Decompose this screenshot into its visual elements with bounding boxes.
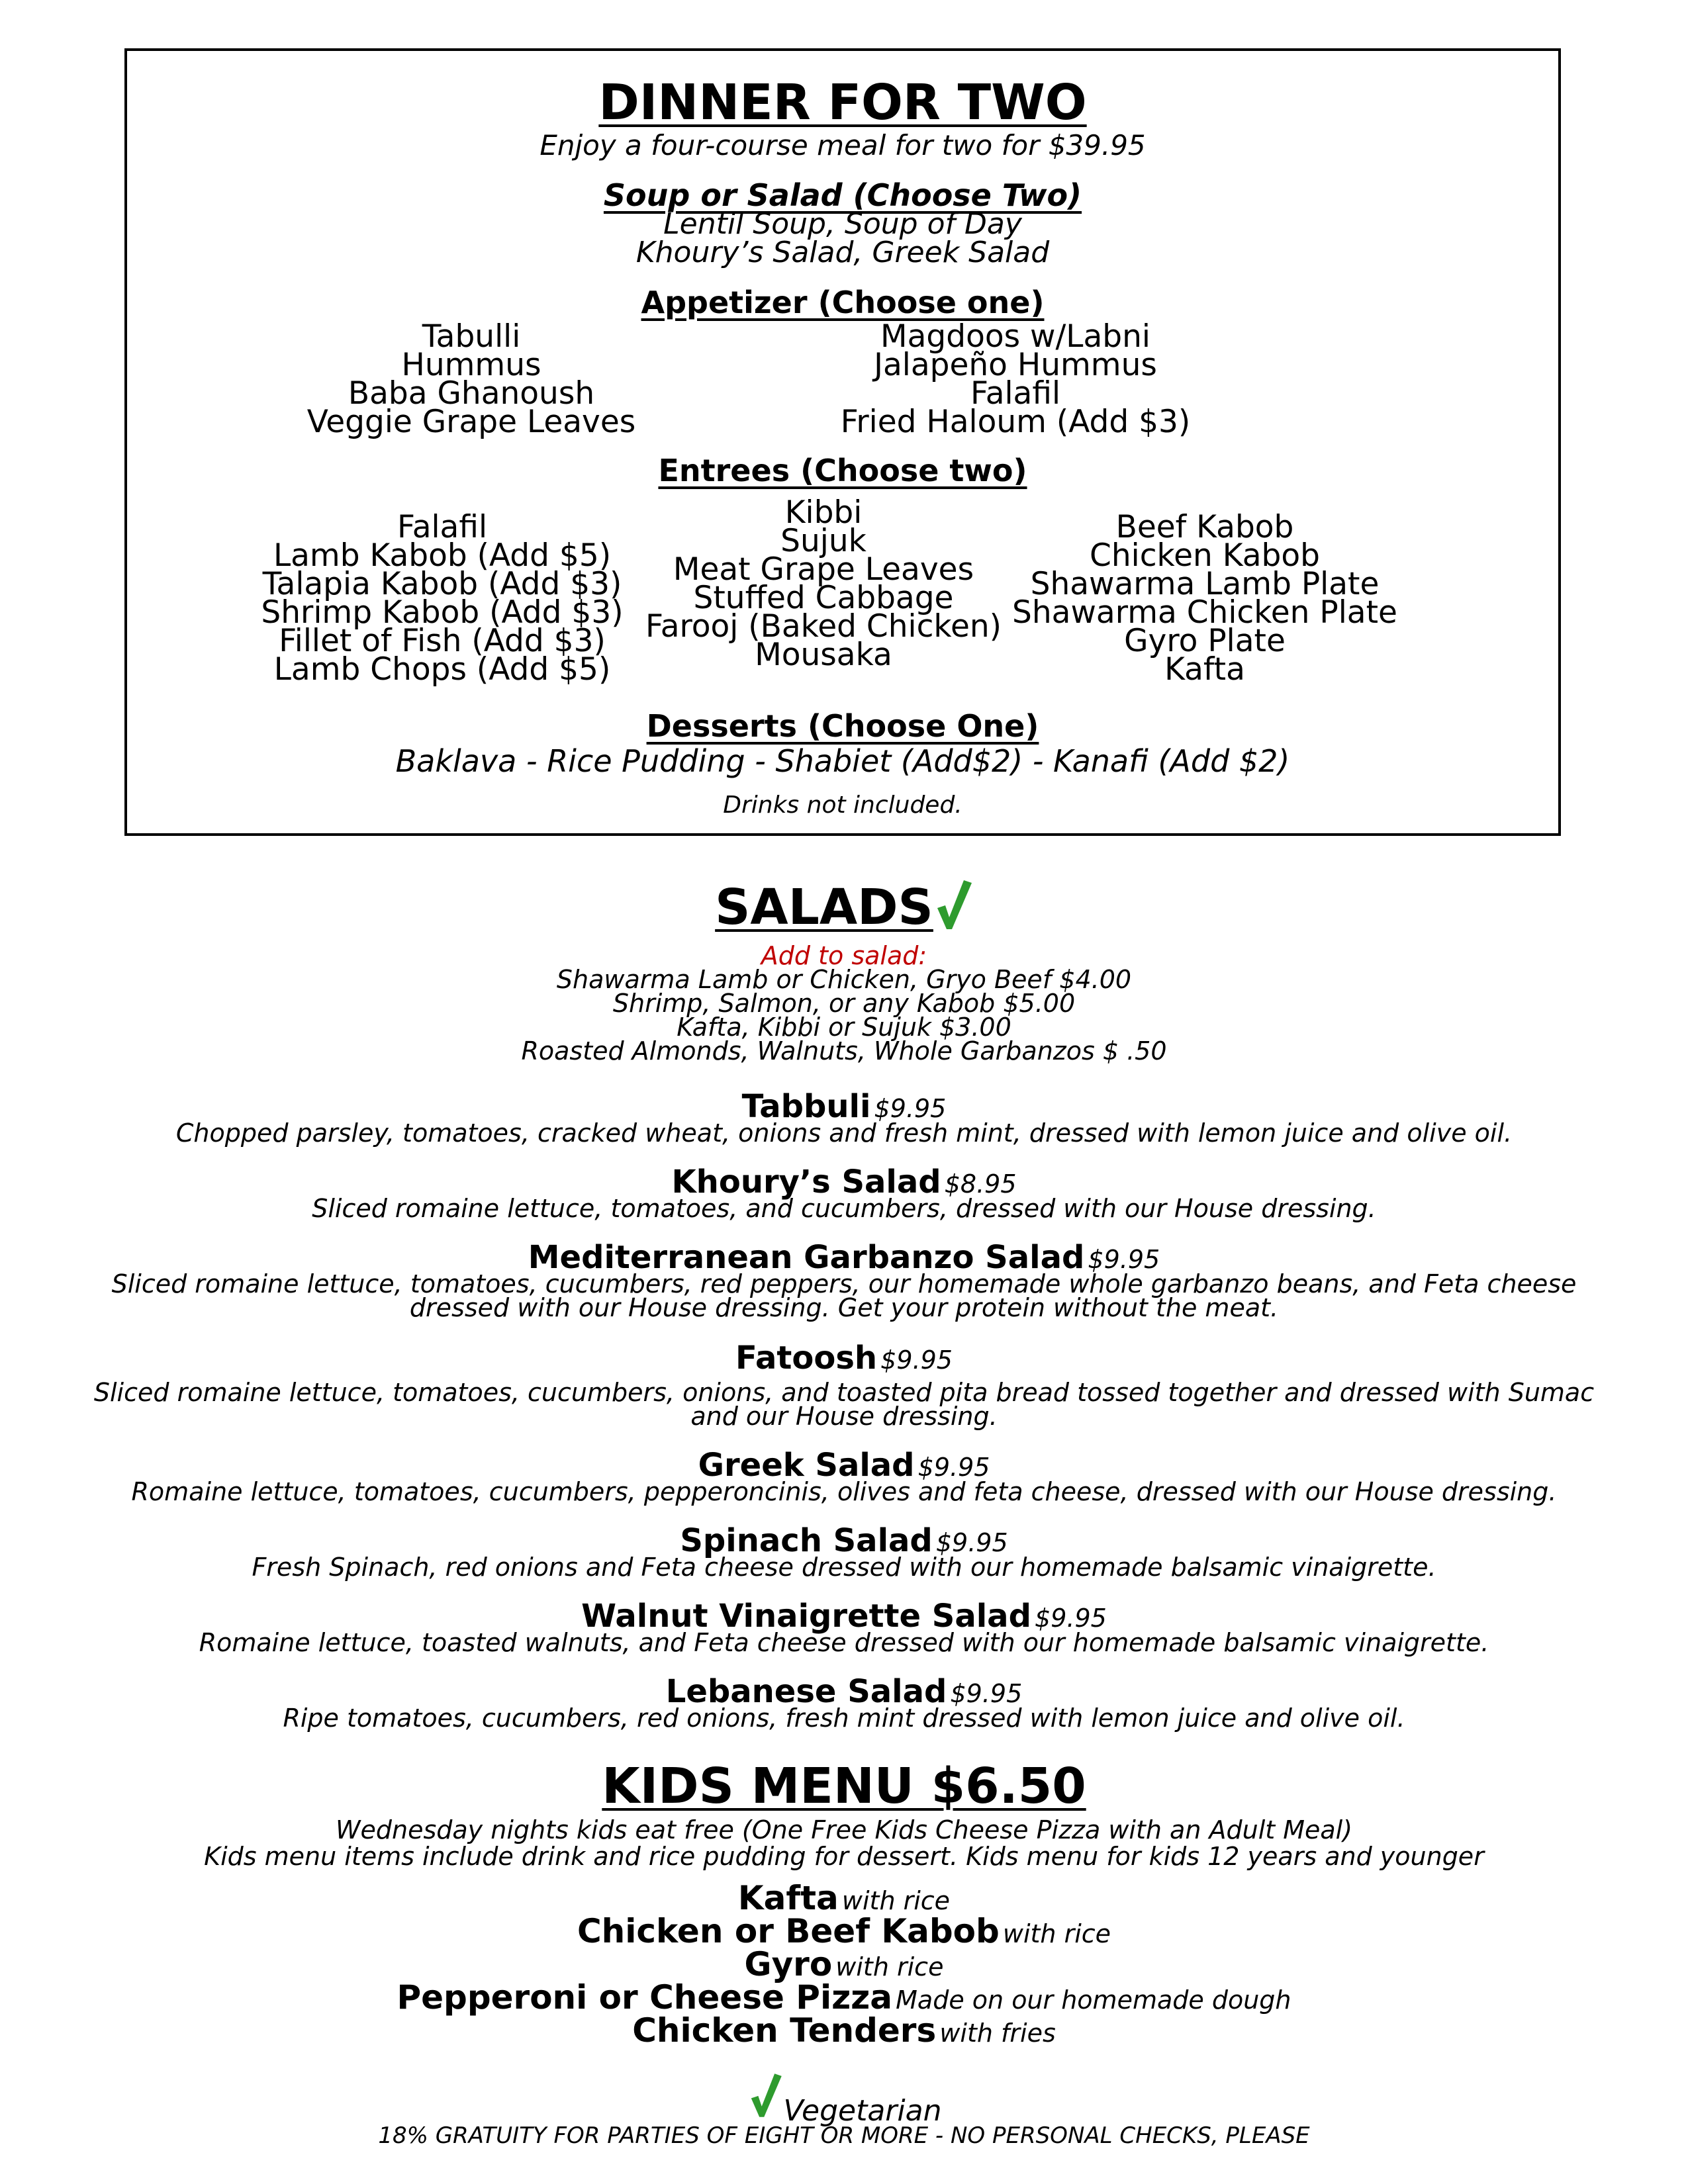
soup-line: Khoury’s Salad, Greek Salad [635, 236, 1050, 269]
entree-item: Shawarma Chicken Plate [1012, 594, 1397, 631]
appetizer-heading: Appetizer (Choose one) [641, 285, 1045, 320]
appetizer-item: Veggie Grape Leaves [306, 404, 636, 440]
kids-item-name: Chicken or Beef Kabob [577, 1912, 1000, 1950]
entree-item: Shrimp Kabob (Add $3) [261, 594, 624, 631]
appetizer-item: Falafil [970, 375, 1061, 412]
salad-name: Walnut Vinaigrette Salad [581, 1598, 1031, 1635]
entree-item: Sujuk [780, 523, 867, 559]
entree-item: Stuffed Cabbage [693, 580, 954, 616]
entree-item: Gyro Plate [1124, 623, 1286, 659]
salad-description: and our House dressing. [690, 1402, 998, 1431]
salad-price: $9.95 [874, 1094, 947, 1123]
kids-item [0, 2013, 1688, 2056]
salad-price: $9.95 [935, 1528, 1008, 1557]
drinks-note: Drinks not included. [723, 792, 962, 819]
kids-item-note: Made on our homemade dough [896, 1985, 1291, 2015]
kids-item-note: with rice [1002, 1919, 1111, 1948]
dinner-subtitle: Enjoy a four-course meal for two for $39.95 [539, 129, 1146, 161]
kids-note: Wednesday nights kids eat free (One Free Kids Cheese Pizza with an Adult Meal) [335, 1815, 1353, 1844]
salad-item [0, 1340, 1688, 1384]
entree-item: Chicken Kabob [1090, 537, 1320, 574]
kids-item-note: with rice [841, 1886, 951, 1915]
salad-description: Romaine lettuce, toasted walnuts, and Feta cheese dressed with our homemade balsamic vinaigrette. [199, 1628, 1489, 1657]
appetizer-item: Baba Ghanoush [348, 375, 595, 412]
appetizer-item: Magdoos w/Labni [880, 318, 1150, 355]
salad-price: $9.95 [1088, 1245, 1160, 1274]
salad-description: Fresh Spinach, red onions and Feta cheese dressed with our homemade balsamic vinaigrette. [252, 1553, 1436, 1582]
salad-price: $8.95 [944, 1169, 1017, 1199]
appetizer-item: Tabulli [422, 318, 521, 355]
kids-item-name: Gyro [744, 1945, 833, 1983]
salad-price: $9.95 [880, 1345, 953, 1375]
kids-menu-title: KIDS MENU $6.50 [602, 1758, 1086, 1815]
gratuity-note: 18% GRATUITY FOR PARTIES OF EIGHT OR MORE - NO PERSONAL CHECKS, PLEASE [378, 2122, 1310, 2149]
add-to-salad-line: Roasted Almonds, Walnuts, Whole Garbanzos $ .50 [521, 1036, 1167, 1066]
entree-item: Falafil [397, 509, 488, 545]
salad-description: Romaine lettuce, tomatoes, cucumbers, pepperoncinis, olives and feta cheese, dressed with our House dressing. [131, 1477, 1557, 1506]
add-to-salad-heading: Add to salad: [761, 941, 927, 970]
salad-description: Ripe tomatoes, cucumbers, red onions, fresh mint dressed with lemon juice and olive oil. [283, 1704, 1405, 1733]
salad-description: Sliced romaine lettuce, tomatoes, and cucumbers, dressed with our House dressing. [312, 1194, 1376, 1223]
salad-name: Lebanese Salad [665, 1673, 947, 1710]
salad-description: Sliced romaine lettuce, tomatoes, cucumbers, red peppers, our homemade whole garbanzo beans, and Feta cheese [111, 1269, 1577, 1298]
salads-title: SALADS [715, 879, 933, 936]
salad-price: $9.95 [1035, 1604, 1107, 1633]
entree-item: Beef Kabob [1115, 509, 1294, 545]
salad-description: Chopped parsley, tomatoes, cracked wheat, onions and fresh mint, dressed with lemon juice and olive oil. [175, 1118, 1513, 1148]
kids-item-name: Pepperoni or Cheese Pizza [397, 1978, 893, 2017]
add-to-salad-line: Kafta, Kibbi or Sujuk $3.00 [677, 1013, 1011, 1042]
salad-name: Fatoosh [735, 1340, 878, 1377]
dinner-title: DINNER FOR TWO [598, 74, 1087, 131]
entree-item: Fillet of Fish (Add $3) [279, 623, 606, 659]
desserts-line: Baklava - Rice Pudding - Shabiet (Add$2) - Kanafi (Add $2) [395, 743, 1290, 779]
appetizer-item: Jalapeño Hummus [874, 347, 1157, 383]
kids-item-note: with rice [835, 1952, 944, 1981]
entree-item: Farooj (Baked Chicken) [645, 608, 1002, 645]
salads-title-row [0, 876, 1688, 936]
entree-item: Lamb Chops (Add $5) [273, 651, 611, 688]
kids-item-name: Kafta [737, 1879, 839, 1917]
kids-item-note: with fries [939, 2019, 1056, 2048]
salad-name: Greek Salad [698, 1447, 915, 1484]
salad-name: Mediterranean Garbanzo Salad [528, 1239, 1085, 1276]
entree-item: Lamb Kabob (Add $5) [273, 537, 612, 574]
salad-name: Tabbuli [741, 1088, 871, 1125]
entree-item: Meat Grape Leaves [673, 551, 974, 588]
dinner-for-two-box [124, 48, 1561, 836]
entrees-heading: Entrees (Choose two) [658, 453, 1027, 488]
add-to-salad-line: Shawarma Lamb or Chicken, Gryo Beef $4.00 [556, 965, 1132, 994]
entree-item: Shawarma Lamb Plate [1030, 566, 1380, 602]
entree-item: Kafta [1164, 651, 1245, 688]
salad-price: $9.95 [917, 1453, 990, 1482]
salad-description: Sliced romaine lettuce, tomatoes, cucumbers, onions, and toasted pita bread tossed together and dressed with Sumac [93, 1378, 1595, 1407]
appetizer-item: Hummus [401, 347, 541, 383]
salad-name: Spinach Salad [680, 1522, 933, 1559]
salad-price: $9.95 [950, 1679, 1023, 1708]
add-to-salad-line: Shrimp, Salmon, or any Kabob $5.00 [612, 989, 1076, 1018]
entree-item: Mousaka [755, 637, 892, 673]
soup-line: Lentil Soup, Soup of Day [663, 207, 1022, 241]
kids-item-name: Chicken Tenders [632, 2011, 937, 2050]
soup-heading: Soup or Salad (Choose Two) [603, 177, 1082, 213]
desserts-heading: Desserts (Choose One) [646, 708, 1039, 744]
checkmark-icon [933, 876, 973, 936]
entree-item: Talapia Kabob (Add $3) [262, 566, 622, 602]
vegetarian-label: Vegetarian [783, 2094, 942, 2128]
salad-description: dressed with our House dressing. Get your protein without the meat. [409, 1293, 1279, 1322]
appetizer-item: Fried Haloum (Add $3) [840, 404, 1191, 440]
salad-name: Khoury’s Salad [671, 1163, 941, 1201]
entree-item: Kibbi [784, 494, 863, 531]
kids-note: Kids menu items include drink and rice pudding for dessert. Kids menu for kids 12 years and younger [204, 1842, 1484, 1871]
